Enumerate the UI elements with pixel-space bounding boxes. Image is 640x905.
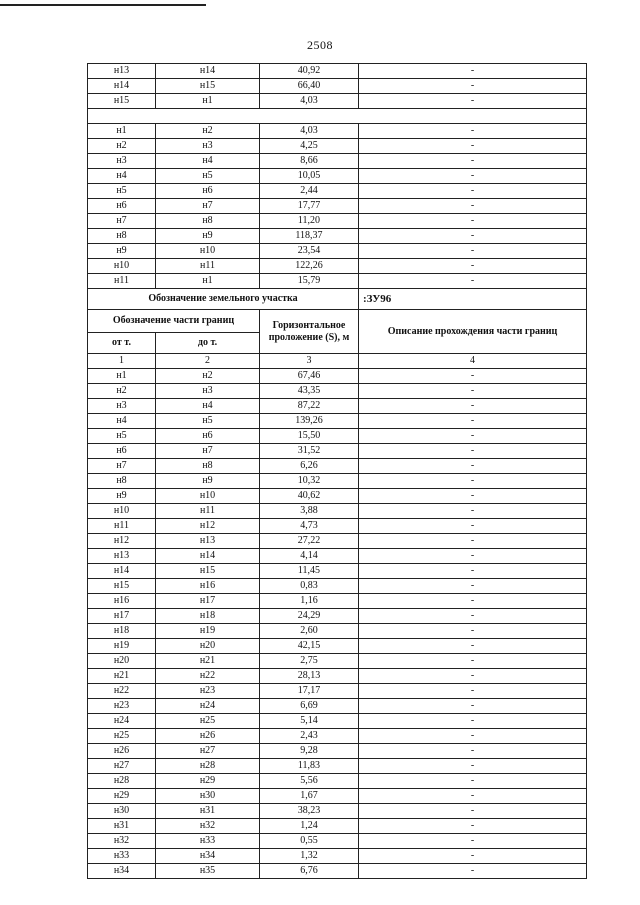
cell-description: - <box>359 199 587 214</box>
cell-description: - <box>359 864 587 879</box>
cell-description: - <box>359 804 587 819</box>
cell-description: - <box>359 139 587 154</box>
cell-description: - <box>359 244 587 259</box>
cell-description: - <box>359 124 587 139</box>
cell-to: н11 <box>156 504 260 519</box>
cell-distance: 5,56 <box>260 774 359 789</box>
cell-distance: 2,44 <box>260 184 359 199</box>
cell-to: н13 <box>156 534 260 549</box>
cell-to: н7 <box>156 444 260 459</box>
cell-description: - <box>359 414 587 429</box>
cell-distance: 11,83 <box>260 759 359 774</box>
cell-to: н3 <box>156 384 260 399</box>
cell-to: н15 <box>156 564 260 579</box>
cell-distance: 10,05 <box>260 169 359 184</box>
cell-to: н31 <box>156 804 260 819</box>
cell-to: н22 <box>156 669 260 684</box>
cell-from: н13 <box>88 549 156 564</box>
cell-from: н18 <box>88 624 156 639</box>
cell-from: н1 <box>88 124 156 139</box>
table-row <box>88 714 587 729</box>
table-row <box>88 684 587 699</box>
cell-from: н8 <box>88 229 156 244</box>
table-row <box>88 849 587 864</box>
cell-distance: 4,03 <box>260 94 359 109</box>
cell-distance: 4,25 <box>260 139 359 154</box>
cell-to: н5 <box>156 414 260 429</box>
cell-distance: 4,14 <box>260 549 359 564</box>
cell-to: н8 <box>156 214 260 229</box>
plot-designation-title: Обозначение земельного участка <box>88 289 359 310</box>
cell-description: - <box>359 729 587 744</box>
cell-from: н25 <box>88 729 156 744</box>
cell-distance: 27,22 <box>260 534 359 549</box>
cell-description: - <box>359 834 587 849</box>
table-row <box>88 154 587 169</box>
col-header-description: Описание прохождения части границ <box>359 310 587 354</box>
cell-description: - <box>359 819 587 834</box>
cell-to: н6 <box>156 429 260 444</box>
table-row <box>88 504 587 519</box>
cell-from: н32 <box>88 834 156 849</box>
cell-to: н10 <box>156 489 260 504</box>
cell-distance: 11,20 <box>260 214 359 229</box>
cell-distance: 40,92 <box>260 64 359 79</box>
cell-description: - <box>359 594 587 609</box>
cell-description: - <box>359 519 587 534</box>
cell-from: н11 <box>88 274 156 289</box>
col-header-from: от т. <box>88 333 156 354</box>
table-row <box>88 774 587 789</box>
table-row <box>88 744 587 759</box>
cell-distance: 1,67 <box>260 789 359 804</box>
cell-from: н4 <box>88 414 156 429</box>
cell-from: н31 <box>88 819 156 834</box>
cell-to: н6 <box>156 184 260 199</box>
cell-from: н6 <box>88 199 156 214</box>
cell-from: н22 <box>88 684 156 699</box>
cell-from: н34 <box>88 864 156 879</box>
cell-description: - <box>359 444 587 459</box>
cell-to: н2 <box>156 124 260 139</box>
cell-to: н27 <box>156 744 260 759</box>
table-row <box>88 729 587 744</box>
cell-to: н11 <box>156 259 260 274</box>
cell-to: н12 <box>156 519 260 534</box>
cell-description: - <box>359 774 587 789</box>
cell-to: н29 <box>156 774 260 789</box>
cell-from: н33 <box>88 849 156 864</box>
cell-to: н1 <box>156 274 260 289</box>
cell-to: н14 <box>156 549 260 564</box>
cell-to: н21 <box>156 654 260 669</box>
cell-from: н5 <box>88 184 156 199</box>
cell-to: н17 <box>156 594 260 609</box>
cell-description: - <box>359 259 587 274</box>
cell-distance: 66,40 <box>260 79 359 94</box>
cell-from: н14 <box>88 564 156 579</box>
cell-distance: 15,50 <box>260 429 359 444</box>
table-row <box>88 124 587 139</box>
table-row <box>88 804 587 819</box>
cell-distance: 87,22 <box>260 399 359 414</box>
table-row <box>88 64 587 79</box>
cell-from: н11 <box>88 519 156 534</box>
cell-description: - <box>359 744 587 759</box>
cell-description: - <box>359 184 587 199</box>
cell-distance: 40,62 <box>260 489 359 504</box>
cell-description: - <box>359 154 587 169</box>
cell-description: - <box>359 609 587 624</box>
cell-to: н7 <box>156 199 260 214</box>
cell-description: - <box>359 639 587 654</box>
cell-from: н21 <box>88 669 156 684</box>
cell-distance: 28,13 <box>260 669 359 684</box>
cell-description: - <box>359 94 587 109</box>
table-row <box>88 474 587 489</box>
cell-distance: 38,23 <box>260 804 359 819</box>
cell-to: н19 <box>156 624 260 639</box>
cell-description: - <box>359 564 587 579</box>
table-row <box>88 549 587 564</box>
cell-to: н25 <box>156 714 260 729</box>
table-row <box>88 169 587 184</box>
cell-description: - <box>359 429 587 444</box>
cell-from: н2 <box>88 384 156 399</box>
cell-to: н20 <box>156 639 260 654</box>
table-row <box>88 459 587 474</box>
cell-distance: 11,45 <box>260 564 359 579</box>
col-number-2: 2 <box>156 354 260 369</box>
cell-distance: 0,55 <box>260 834 359 849</box>
cell-from: н12 <box>88 534 156 549</box>
cell-distance: 17,77 <box>260 199 359 214</box>
table-row <box>88 564 587 579</box>
cell-distance: 1,32 <box>260 849 359 864</box>
table-row <box>88 384 587 399</box>
cell-description: - <box>359 274 587 289</box>
cell-from: н5 <box>88 429 156 444</box>
plot-id: :ЗУ96 <box>359 289 587 310</box>
table-row <box>88 624 587 639</box>
table-row <box>88 414 587 429</box>
cell-from: н9 <box>88 489 156 504</box>
cell-to: н3 <box>156 139 260 154</box>
cell-description: - <box>359 369 587 384</box>
cell-description: - <box>359 714 587 729</box>
cell-from: н10 <box>88 259 156 274</box>
cell-description: - <box>359 214 587 229</box>
table-row <box>88 654 587 669</box>
table-row <box>88 94 587 109</box>
table-row <box>88 609 587 624</box>
cell-distance: 1,16 <box>260 594 359 609</box>
cell-to: н8 <box>156 459 260 474</box>
cell-from: н27 <box>88 759 156 774</box>
cell-distance: 118,37 <box>260 229 359 244</box>
table-row <box>88 229 587 244</box>
cell-from: н15 <box>88 579 156 594</box>
cell-to: н9 <box>156 229 260 244</box>
cell-from: н14 <box>88 79 156 94</box>
col-number-3: 3 <box>260 354 359 369</box>
cell-to: н26 <box>156 729 260 744</box>
col-number-1: 1 <box>88 354 156 369</box>
cell-description: - <box>359 684 587 699</box>
cell-description: - <box>359 669 587 684</box>
cell-distance: 6,69 <box>260 699 359 714</box>
cell-from: н15 <box>88 94 156 109</box>
cell-distance: 9,28 <box>260 744 359 759</box>
cell-distance: 3,88 <box>260 504 359 519</box>
cell-from: н9 <box>88 244 156 259</box>
cell-from: н1 <box>88 369 156 384</box>
cell-to: н23 <box>156 684 260 699</box>
table-row <box>88 199 587 214</box>
cell-description: - <box>359 789 587 804</box>
cell-description: - <box>359 624 587 639</box>
cell-from: н30 <box>88 804 156 819</box>
cell-distance: 43,35 <box>260 384 359 399</box>
cell-from: н24 <box>88 714 156 729</box>
table-row <box>88 579 587 594</box>
cell-distance: 23,54 <box>260 244 359 259</box>
cell-to: н18 <box>156 609 260 624</box>
cell-to: н4 <box>156 154 260 169</box>
cell-to: н33 <box>156 834 260 849</box>
cell-to: н16 <box>156 579 260 594</box>
page-number: 2508 <box>307 38 333 52</box>
section-header <box>88 289 587 369</box>
cell-from: н17 <box>88 609 156 624</box>
cell-description: - <box>359 384 587 399</box>
cell-to: н15 <box>156 79 260 94</box>
cell-distance: 0,83 <box>260 579 359 594</box>
table-row <box>88 444 587 459</box>
cell-distance: 10,32 <box>260 474 359 489</box>
cell-from: н13 <box>88 64 156 79</box>
table-row <box>88 184 587 199</box>
cell-from: н6 <box>88 444 156 459</box>
cell-from: н3 <box>88 154 156 169</box>
table-row <box>88 594 587 609</box>
cell-description: - <box>359 579 587 594</box>
cell-from: н26 <box>88 744 156 759</box>
cell-from: н16 <box>88 594 156 609</box>
cell-to: н32 <box>156 819 260 834</box>
cell-from: н2 <box>88 139 156 154</box>
cell-from: н29 <box>88 789 156 804</box>
cell-description: - <box>359 489 587 504</box>
cell-to: н9 <box>156 474 260 489</box>
table-row <box>88 819 587 834</box>
cell-description: - <box>359 654 587 669</box>
cell-to: н30 <box>156 789 260 804</box>
cell-from: н3 <box>88 399 156 414</box>
cell-description: - <box>359 229 587 244</box>
cell-distance: 1,24 <box>260 819 359 834</box>
table-row <box>88 864 587 879</box>
cell-description: - <box>359 399 587 414</box>
cell-distance: 6,26 <box>260 459 359 474</box>
cell-description: - <box>359 849 587 864</box>
boundary-table <box>87 63 587 879</box>
cell-description: - <box>359 504 587 519</box>
cell-to: н35 <box>156 864 260 879</box>
cell-from: н8 <box>88 474 156 489</box>
col-header-parts: Обозначение части границ <box>88 310 260 333</box>
cell-distance: 2,43 <box>260 729 359 744</box>
table-row <box>88 639 587 654</box>
cell-distance: 67,46 <box>260 369 359 384</box>
cell-from: н23 <box>88 699 156 714</box>
cell-to: н4 <box>156 399 260 414</box>
table-mid-body <box>88 124 587 289</box>
table-row <box>88 519 587 534</box>
cell-distance: 15,79 <box>260 274 359 289</box>
table-row <box>88 244 587 259</box>
cell-description: - <box>359 699 587 714</box>
cell-to: н1 <box>156 94 260 109</box>
separator-cell <box>88 109 587 124</box>
table-row <box>88 669 587 684</box>
cell-distance: 122,26 <box>260 259 359 274</box>
cell-distance: 8,66 <box>260 154 359 169</box>
col-header-to: до т. <box>156 333 260 354</box>
table-row <box>88 789 587 804</box>
table-row <box>88 759 587 774</box>
cell-distance: 42,15 <box>260 639 359 654</box>
cell-description: - <box>359 534 587 549</box>
cell-distance: 2,60 <box>260 624 359 639</box>
cell-distance: 17,17 <box>260 684 359 699</box>
table-row <box>88 834 587 849</box>
col-header-horizontal: Горизонтальное проложение (S), м <box>260 310 359 354</box>
cell-from: н4 <box>88 169 156 184</box>
table-row <box>88 274 587 289</box>
table-row <box>88 259 587 274</box>
cell-to: н14 <box>156 64 260 79</box>
table-main-body <box>88 369 587 879</box>
cell-description: - <box>359 474 587 489</box>
cell-from: н19 <box>88 639 156 654</box>
table-row <box>88 534 587 549</box>
table-row <box>88 489 587 504</box>
table-row <box>88 139 587 154</box>
col-number-4: 4 <box>359 354 587 369</box>
table-top-body <box>88 64 587 109</box>
scan-artifact-line <box>0 4 206 6</box>
cell-to: н2 <box>156 369 260 384</box>
cell-distance: 4,73 <box>260 519 359 534</box>
cell-to: н10 <box>156 244 260 259</box>
cell-distance: 139,26 <box>260 414 359 429</box>
cell-to: н28 <box>156 759 260 774</box>
cell-distance: 4,03 <box>260 124 359 139</box>
cell-distance: 5,14 <box>260 714 359 729</box>
table-row <box>88 699 587 714</box>
cell-from: н10 <box>88 504 156 519</box>
cell-description: - <box>359 459 587 474</box>
cell-distance: 24,29 <box>260 609 359 624</box>
cell-description: - <box>359 759 587 774</box>
cell-from: н28 <box>88 774 156 789</box>
cell-description: - <box>359 79 587 94</box>
cell-distance: 2,75 <box>260 654 359 669</box>
cell-description: - <box>359 169 587 184</box>
cell-description: - <box>359 64 587 79</box>
table-row <box>88 79 587 94</box>
table-row <box>88 399 587 414</box>
cell-to: н5 <box>156 169 260 184</box>
cell-from: н20 <box>88 654 156 669</box>
cell-distance: 6,76 <box>260 864 359 879</box>
table-separator <box>88 109 587 124</box>
table-row <box>88 429 587 444</box>
cell-from: н7 <box>88 459 156 474</box>
cell-description: - <box>359 549 587 564</box>
cell-to: н34 <box>156 849 260 864</box>
cell-to: н24 <box>156 699 260 714</box>
table-row <box>88 214 587 229</box>
table-row <box>88 369 587 384</box>
cell-from: н7 <box>88 214 156 229</box>
cell-distance: 31,52 <box>260 444 359 459</box>
